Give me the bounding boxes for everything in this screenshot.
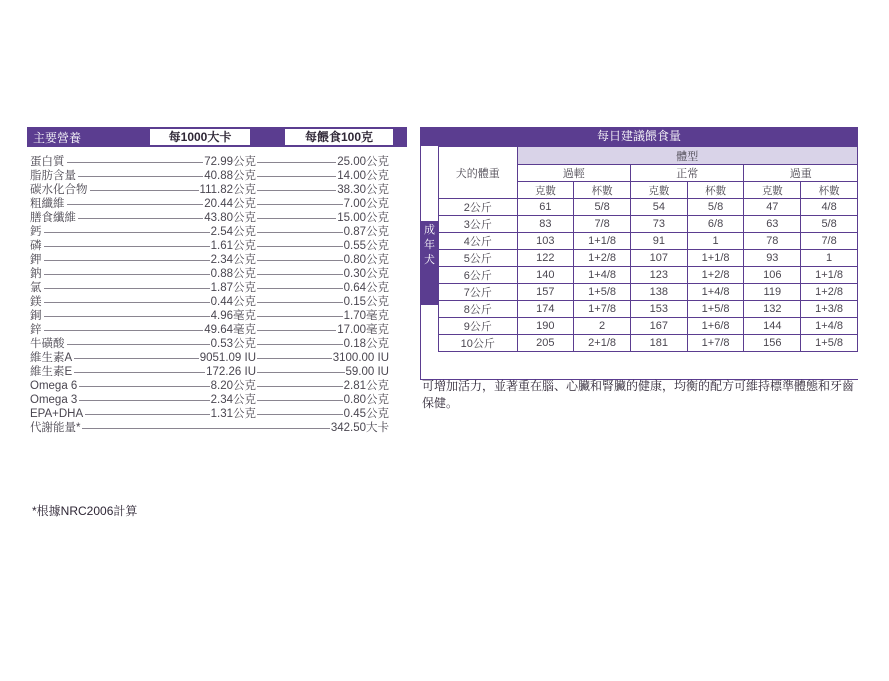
cups-cell: 1+2/8 xyxy=(687,267,744,284)
value-per-100g: 0.15公克 xyxy=(343,296,389,308)
grams-cell: 103 xyxy=(517,233,574,250)
body-type-header: 體型 xyxy=(517,147,858,165)
nutrient-name: 維生素E xyxy=(30,366,73,378)
nutrient-row xyxy=(27,211,407,225)
unit-cups: 杯數 xyxy=(574,182,631,199)
dog-weight: 4公斤 xyxy=(439,233,518,250)
value-per-100g: 59.00 IU xyxy=(345,366,389,378)
nutrient-row xyxy=(27,351,407,365)
value-per-1000kcal: 8.20公克 xyxy=(210,380,256,392)
nutrient-row xyxy=(27,407,407,421)
value-per-100g: 0.45公克 xyxy=(343,408,389,420)
cups-cell: 7/8 xyxy=(574,216,631,233)
value-per-100g: 15.00公克 xyxy=(337,212,389,224)
cups-cell: 5/8 xyxy=(574,199,631,216)
nutrient-table xyxy=(27,127,407,435)
feeding-grid xyxy=(438,146,858,352)
value-per-1000kcal: 172.26 IU xyxy=(206,366,256,378)
category-normal: 正常 xyxy=(630,165,743,182)
dog-weight: 3公斤 xyxy=(439,216,518,233)
value-per-1000kcal: 9051.09 IU xyxy=(199,352,256,364)
grams-cell: 106 xyxy=(744,267,801,284)
unit-cups: 杯數 xyxy=(687,182,744,199)
cups-cell: 6/8 xyxy=(687,216,744,233)
cups-cell: 5/8 xyxy=(801,216,858,233)
value-per-100g: 0.87公克 xyxy=(343,226,389,238)
grams-cell: 83 xyxy=(517,216,574,233)
category-overweight: 過重 xyxy=(744,165,858,182)
nutrient-name: 粗纖維 xyxy=(30,198,65,210)
grams-cell: 107 xyxy=(630,250,687,267)
nutrient-row xyxy=(27,253,407,267)
cups-cell: 7/8 xyxy=(801,233,858,250)
nutrient-name: 鈣 xyxy=(30,226,42,238)
value-per-1000kcal: 1.31公克 xyxy=(210,408,256,420)
nutrient-row xyxy=(27,323,407,337)
unit-grams: 克數 xyxy=(744,182,801,199)
weight-header: 犬的體重 xyxy=(439,147,518,199)
dog-weight: 9公斤 xyxy=(439,318,518,335)
nutrient-name: 鎂 xyxy=(30,296,42,308)
footnote: *根據NRC2006計算 xyxy=(32,504,138,518)
nutrient-name: EPA+DHA xyxy=(30,408,84,420)
grams-cell: 132 xyxy=(744,301,801,318)
grams-cell: 190 xyxy=(517,318,574,335)
feeding-row xyxy=(439,301,858,318)
feeding-row xyxy=(439,250,858,267)
side-char: 成 xyxy=(424,224,435,236)
category-underweight: 過輕 xyxy=(517,165,630,182)
nutrient-row xyxy=(27,393,407,407)
dog-weight: 8公斤 xyxy=(439,301,518,318)
grams-cell: 61 xyxy=(517,199,574,216)
feeding-row xyxy=(439,284,858,301)
value-per-1000kcal: 2.34公克 xyxy=(210,254,256,266)
nutrient-name: 鉀 xyxy=(30,254,42,266)
value-per-100g: 0.55公克 xyxy=(343,240,389,252)
dog-weight: 7公斤 xyxy=(439,284,518,301)
value-per-1000kcal: 40.88公克 xyxy=(204,170,256,182)
cups-cell: 1+3/8 xyxy=(801,301,858,318)
nutrient-rows xyxy=(27,155,407,435)
value-per-100g: 0.80公克 xyxy=(343,394,389,406)
nutrient-name: 蛋白質 xyxy=(30,156,65,168)
grams-cell: 205 xyxy=(517,335,574,352)
value-per-100g: 0.64公克 xyxy=(343,282,389,294)
value-per-100g: 25.00公克 xyxy=(337,156,389,168)
value-per-1000kcal: 2.54公克 xyxy=(210,226,256,238)
feeding-table xyxy=(420,127,858,380)
side-char: 年 xyxy=(424,239,435,251)
value-per-100g: 2.81公克 xyxy=(343,380,389,392)
grams-cell: 119 xyxy=(744,284,801,301)
nutrient-name: 代謝能量* xyxy=(30,422,81,434)
nutrient-name: 磷 xyxy=(30,240,42,252)
dog-weight: 2公斤 xyxy=(439,199,518,216)
nutrient-name: 碳水化合物 xyxy=(30,184,88,196)
grams-cell: 54 xyxy=(630,199,687,216)
value-per-1000kcal: 1.61公克 xyxy=(210,240,256,252)
header-nutrient: 主要營養 xyxy=(33,131,82,145)
cups-cell: 4/8 xyxy=(801,199,858,216)
value-per-100g: 0.30公克 xyxy=(343,268,389,280)
cups-cell: 1+5/8 xyxy=(574,284,631,301)
nutrient-table-header xyxy=(27,127,407,147)
nutrient-name: 牛磺酸 xyxy=(30,338,65,350)
value-per-1000kcal: 0.53公克 xyxy=(210,338,256,350)
feeding-row xyxy=(439,199,858,216)
grams-cell: 157 xyxy=(517,284,574,301)
dog-weight: 6公斤 xyxy=(439,267,518,284)
nutrient-name: 膳食纖維 xyxy=(30,212,76,224)
nutrient-row xyxy=(27,225,407,239)
value-per-1000kcal: 2.34公克 xyxy=(210,394,256,406)
grams-cell: 93 xyxy=(744,250,801,267)
value-per-1000kcal: 0.44公克 xyxy=(210,296,256,308)
grams-cell: 78 xyxy=(744,233,801,250)
feeding-table-title: 每日建議餵食量 xyxy=(420,127,858,146)
nutrient-row xyxy=(27,365,407,379)
nutrient-row xyxy=(27,309,407,323)
value-per-100g: 1.70毫克 xyxy=(343,310,389,322)
grams-cell: 63 xyxy=(744,216,801,233)
nutrient-row xyxy=(27,379,407,393)
nutrient-name: 鋅 xyxy=(30,324,42,336)
value-per-100g: 17.00毫克 xyxy=(337,324,389,336)
grams-cell: 156 xyxy=(744,335,801,352)
dog-weight: 10公斤 xyxy=(439,335,518,352)
value-per-1000kcal: 1.87公克 xyxy=(210,282,256,294)
grams-cell: 181 xyxy=(630,335,687,352)
value-per-100g: 342.50大卡 xyxy=(330,422,389,434)
nutrient-row xyxy=(27,183,407,197)
cups-cell: 1+5/8 xyxy=(801,335,858,352)
value-per-1000kcal: 111.82公克 xyxy=(199,184,256,196)
nutrient-row xyxy=(27,421,407,435)
nutrient-name: 脂肪含量 xyxy=(30,170,76,182)
grams-cell: 138 xyxy=(630,284,687,301)
value-per-1000kcal: 0.88公克 xyxy=(210,268,256,280)
value-per-100g: 38.30公克 xyxy=(337,184,389,196)
cups-cell: 2 xyxy=(574,318,631,335)
value-per-1000kcal: 43.80公克 xyxy=(204,212,256,224)
side-char: 犬 xyxy=(424,254,435,266)
grams-cell: 174 xyxy=(517,301,574,318)
cups-cell: 1+1/8 xyxy=(574,233,631,250)
value-per-100g: 14.00公克 xyxy=(337,170,389,182)
product-description: 可增加活力，並著重在腦、心臟和腎臟的健康，均衡的配方可維持標準體態和牙齒保健。 xyxy=(422,379,855,410)
nutrient-row xyxy=(27,295,407,309)
feeding-row xyxy=(439,318,858,335)
nutrient-name: 銅 xyxy=(30,310,42,322)
nutrient-name: 鈉 xyxy=(30,268,42,280)
value-per-1000kcal: 72.99公克 xyxy=(204,156,256,168)
grams-cell: 167 xyxy=(630,318,687,335)
grams-cell: 123 xyxy=(630,267,687,284)
cups-cell: 1+4/8 xyxy=(574,267,631,284)
nutrient-name: Omega 6 xyxy=(30,380,78,392)
grams-cell: 153 xyxy=(630,301,687,318)
feeding-row xyxy=(439,335,858,352)
cups-cell: 1+4/8 xyxy=(801,318,858,335)
cups-cell: 2+1/8 xyxy=(574,335,631,352)
nutrient-row xyxy=(27,281,407,295)
grams-cell: 91 xyxy=(630,233,687,250)
nutrient-row xyxy=(27,155,407,169)
grams-cell: 122 xyxy=(517,250,574,267)
adult-dog-label xyxy=(421,221,438,305)
header-per-1000kcal: 每1000大卡 xyxy=(150,129,250,145)
cups-cell: 1+7/8 xyxy=(687,335,744,352)
value-per-1000kcal: 20.44公克 xyxy=(204,198,256,210)
value-per-100g: 0.18公克 xyxy=(343,338,389,350)
cups-cell: 1+6/8 xyxy=(687,318,744,335)
feeding-row xyxy=(439,216,858,233)
cups-cell: 1+1/8 xyxy=(801,267,858,284)
unit-cups: 杯數 xyxy=(801,182,858,199)
nutrient-name: 維生素A xyxy=(30,352,73,364)
dog-weight: 5公斤 xyxy=(439,250,518,267)
cups-cell: 1+1/8 xyxy=(687,250,744,267)
unit-grams: 克數 xyxy=(630,182,687,199)
nutrient-name: 氯 xyxy=(30,282,42,294)
value-per-1000kcal: 49.64毫克 xyxy=(204,324,256,336)
grams-cell: 73 xyxy=(630,216,687,233)
nutrient-row xyxy=(27,267,407,281)
cups-cell: 1+2/8 xyxy=(801,284,858,301)
nutrient-row xyxy=(27,169,407,183)
feeding-row xyxy=(439,267,858,284)
nutrient-row xyxy=(27,197,407,211)
cups-cell: 1+5/8 xyxy=(687,301,744,318)
value-per-100g: 3100.00 IU xyxy=(332,352,389,364)
cups-cell: 1+7/8 xyxy=(574,301,631,318)
header-per-100g: 每餵食100克 xyxy=(285,129,393,145)
cups-cell: 1 xyxy=(801,250,858,267)
feeding-table-body xyxy=(420,146,858,380)
value-per-100g: 0.80公克 xyxy=(343,254,389,266)
grams-cell: 47 xyxy=(744,199,801,216)
cups-cell: 1+4/8 xyxy=(687,284,744,301)
grams-cell: 140 xyxy=(517,267,574,284)
value-per-100g: 7.00公克 xyxy=(343,198,389,210)
nutrient-row xyxy=(27,337,407,351)
cups-cell: 1 xyxy=(687,233,744,250)
unit-grams: 克數 xyxy=(517,182,574,199)
nutrient-row xyxy=(27,239,407,253)
cups-cell: 1+2/8 xyxy=(574,250,631,267)
grams-cell: 144 xyxy=(744,318,801,335)
cups-cell: 5/8 xyxy=(687,199,744,216)
value-per-1000kcal: 4.96毫克 xyxy=(210,310,256,322)
nutrient-name: Omega 3 xyxy=(30,394,78,406)
feeding-row xyxy=(439,233,858,250)
